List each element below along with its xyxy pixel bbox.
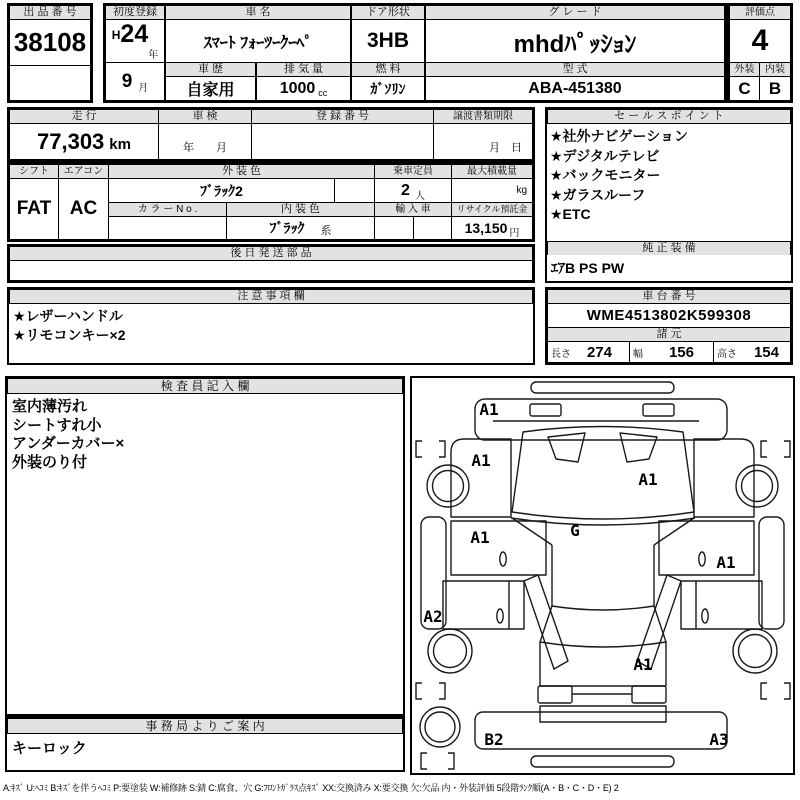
mark-left-fender: A1	[471, 451, 491, 470]
note-line: ★リモコンキー×2	[13, 327, 126, 343]
mileage-box	[7, 107, 535, 162]
sales-point: ★ガラスルーフ	[550, 186, 646, 203]
sales-points-box	[545, 107, 793, 283]
car-name: ｽﾏｰﾄ ﾌｫｰﾂｰｸｰﾍﾟ	[165, 19, 351, 63]
office-box	[5, 716, 405, 772]
width-cell	[629, 341, 714, 363]
ext-color-value: ﾌﾞﾗｯｸ2	[108, 178, 335, 203]
later-parts-label: 後 日 発 送 部 品	[9, 246, 533, 261]
mark-left-door: A1	[470, 528, 490, 547]
displacement-label: 排 気 量	[256, 62, 351, 77]
score-box	[727, 3, 793, 103]
capacity-value	[374, 178, 452, 203]
notes-label: 注 意 事 項 欄	[9, 289, 533, 304]
displacement-unit: cc	[318, 87, 328, 98]
oem-equipment-value: ｴｱB PS PW	[547, 255, 791, 281]
lot-box	[7, 3, 93, 103]
damage-diagram-box	[410, 376, 795, 775]
color-no-value	[108, 216, 227, 240]
shift-value: FAT	[9, 178, 59, 240]
month-unit: 月	[138, 83, 149, 94]
displacement-value	[256, 76, 351, 101]
year-unit: 年	[148, 50, 159, 61]
later-parts-box	[7, 244, 535, 283]
reg-month: 9	[121, 70, 133, 92]
car-outline	[416, 382, 790, 769]
sales-point: ★バックモニター	[550, 167, 661, 183]
chassis-box	[545, 287, 793, 365]
office-line: キーロック	[12, 740, 87, 757]
import-label: 輸 入 車	[374, 202, 452, 217]
import-cell-1	[374, 216, 414, 240]
transfer-deadline-label: 譲渡書類期限	[433, 109, 533, 124]
office-label: 事 務 局 よ り ご 案 内	[7, 718, 403, 734]
door-shape-value: 3HB	[351, 19, 425, 63]
mileage-value	[9, 123, 159, 160]
inspector-line: アンダーカバー×	[12, 435, 125, 452]
mark-left-sill: A2	[423, 607, 443, 626]
length-cell	[547, 341, 630, 363]
history-label: 車 歴	[165, 62, 256, 77]
height-label: 高さ	[717, 348, 737, 360]
lot-empty-cell	[9, 65, 91, 101]
inspector-line: シートすれ小	[12, 416, 102, 434]
sales-point: ★デジタルテレビ	[550, 147, 660, 164]
sales-points-list	[547, 125, 791, 241]
inspector-line: 室内薄汚れ	[12, 398, 88, 415]
sales-points-label: セ ー ル ス ポ イ ン ト	[547, 109, 791, 124]
reg-number-value	[251, 123, 434, 160]
recycle-number: 13,150	[464, 220, 508, 236]
sales-point: ★社外ナビゲーション	[550, 128, 688, 144]
capacity-label: 乗車定員	[374, 164, 452, 179]
exterior-label: 外装	[729, 62, 760, 77]
width-label: 幅	[633, 348, 643, 360]
mark-bumper-left: B2	[484, 730, 504, 749]
recycle-value	[451, 216, 533, 240]
payload-value: kg	[451, 178, 533, 203]
reg-year: 24	[120, 20, 149, 48]
payload-label: 最大積載量	[451, 164, 533, 179]
grade-value: mhdﾊﾟｯｼｮﾝ	[425, 19, 725, 63]
capacity-number: 2	[401, 181, 410, 199]
mileage-number: 77,303	[37, 128, 105, 154]
legend-line: A:ｷｽﾞ U:ﾍｺﾐ B:ｷｽﾞを伴うﾍｺﾐ P:要塗装 W:補修跡 S:錆 C:腐食、穴 G:ﾌﾛﾝﾄｶﾞﾗｽ点ｷｽﾞ XX:交換済み X:要交換 欠:欠品 内・外装評価 5段階ﾗﾝｸ順(A・B・C・D・E) 2	[3, 783, 619, 793]
int-color-suffix: 系	[320, 225, 332, 237]
transfer-deadline-value: 月 日	[433, 123, 533, 160]
mark-rear: A1	[633, 655, 653, 674]
interior-label: 内装	[759, 62, 791, 77]
exterior-grade: C	[729, 76, 760, 101]
office-body	[7, 735, 403, 769]
fuel-value: ｶﾞｿﾘﾝ	[351, 76, 425, 101]
inspector-body	[7, 395, 403, 713]
score-label: 評価点	[729, 5, 791, 20]
note-line: ★レザーハンドル	[13, 308, 123, 324]
mark-front-top: A1	[479, 400, 499, 419]
later-parts-value	[9, 260, 533, 281]
first-reg-year-cell	[105, 19, 165, 63]
width-value: 156	[668, 343, 694, 361]
ext-color-label: 外 装 色	[108, 164, 375, 179]
reg-number-label: 登 録 番 号	[251, 109, 434, 124]
door-shape-label: ドア形状	[351, 5, 425, 20]
mark-windshield: A1	[638, 470, 658, 489]
lot-number: 38108	[9, 19, 91, 66]
height-cell	[713, 341, 791, 363]
import-cell-2	[413, 216, 452, 240]
aircon-value: AC	[58, 178, 109, 240]
oem-equipment-label: 純 正 装 備	[547, 241, 791, 256]
spec-label: 諸 元	[547, 327, 791, 342]
chassis-number: WME4513802K599308	[547, 303, 791, 328]
model-code-value: ABA-451380	[425, 76, 725, 101]
int-color-label: 内 装 色	[226, 202, 375, 217]
mark-right-door: A1	[716, 553, 736, 572]
notes-body	[9, 305, 533, 363]
grade-label: グ レ ー ド	[425, 5, 725, 20]
era-letter: H	[111, 28, 121, 42]
shift-label: シフト	[9, 164, 59, 179]
lot-label: 出 品 番 号	[9, 5, 91, 20]
interior-grade: B	[759, 76, 791, 101]
mark-glass: G	[570, 521, 580, 540]
fuel-label: 燃 料	[351, 62, 425, 77]
shaken-label: 車 検	[158, 109, 252, 124]
color-no-label: カ ラ ー N o .	[108, 202, 227, 217]
model-code-label: 型 式	[425, 62, 725, 77]
spec-box	[7, 162, 535, 242]
score-value: 4	[729, 19, 791, 63]
shaken-value: 年 月	[158, 123, 252, 160]
first-reg-label: 初度登録	[105, 5, 165, 20]
length-label: 長さ	[551, 348, 571, 360]
notes-box	[7, 287, 535, 365]
mileage-label: 走 行	[9, 109, 159, 124]
inspector-box	[5, 376, 405, 716]
capacity-unit: 人	[414, 191, 425, 202]
ext-color-sub-cell	[334, 178, 375, 203]
int-color-name: ﾌﾞﾗｯｸ	[269, 220, 305, 236]
recycle-label: リサイクル預託金	[451, 202, 533, 217]
recycle-unit: 円	[509, 227, 520, 239]
aircon-label: エアコン	[58, 164, 109, 179]
sales-point: ★ETC	[550, 206, 591, 222]
inspector-line: 外装のり付	[12, 453, 88, 471]
car-name-label: 車 名	[165, 5, 351, 20]
car-damage-diagram	[412, 378, 793, 773]
length-value: 274	[586, 343, 612, 361]
mark-bumper-right: A3	[709, 730, 729, 749]
displacement-number: 1000	[279, 79, 316, 97]
height-value: 154	[753, 343, 779, 361]
history-value: 自家用	[165, 76, 256, 101]
chassis-label: 車 台 番 号	[547, 289, 791, 304]
inspector-label: 検 査 員 記 入 欄	[7, 378, 403, 394]
int-color-value	[226, 216, 375, 240]
vehicle-info-box	[103, 3, 727, 103]
mileage-unit: km	[109, 136, 131, 153]
first-reg-month-cell	[105, 62, 165, 101]
